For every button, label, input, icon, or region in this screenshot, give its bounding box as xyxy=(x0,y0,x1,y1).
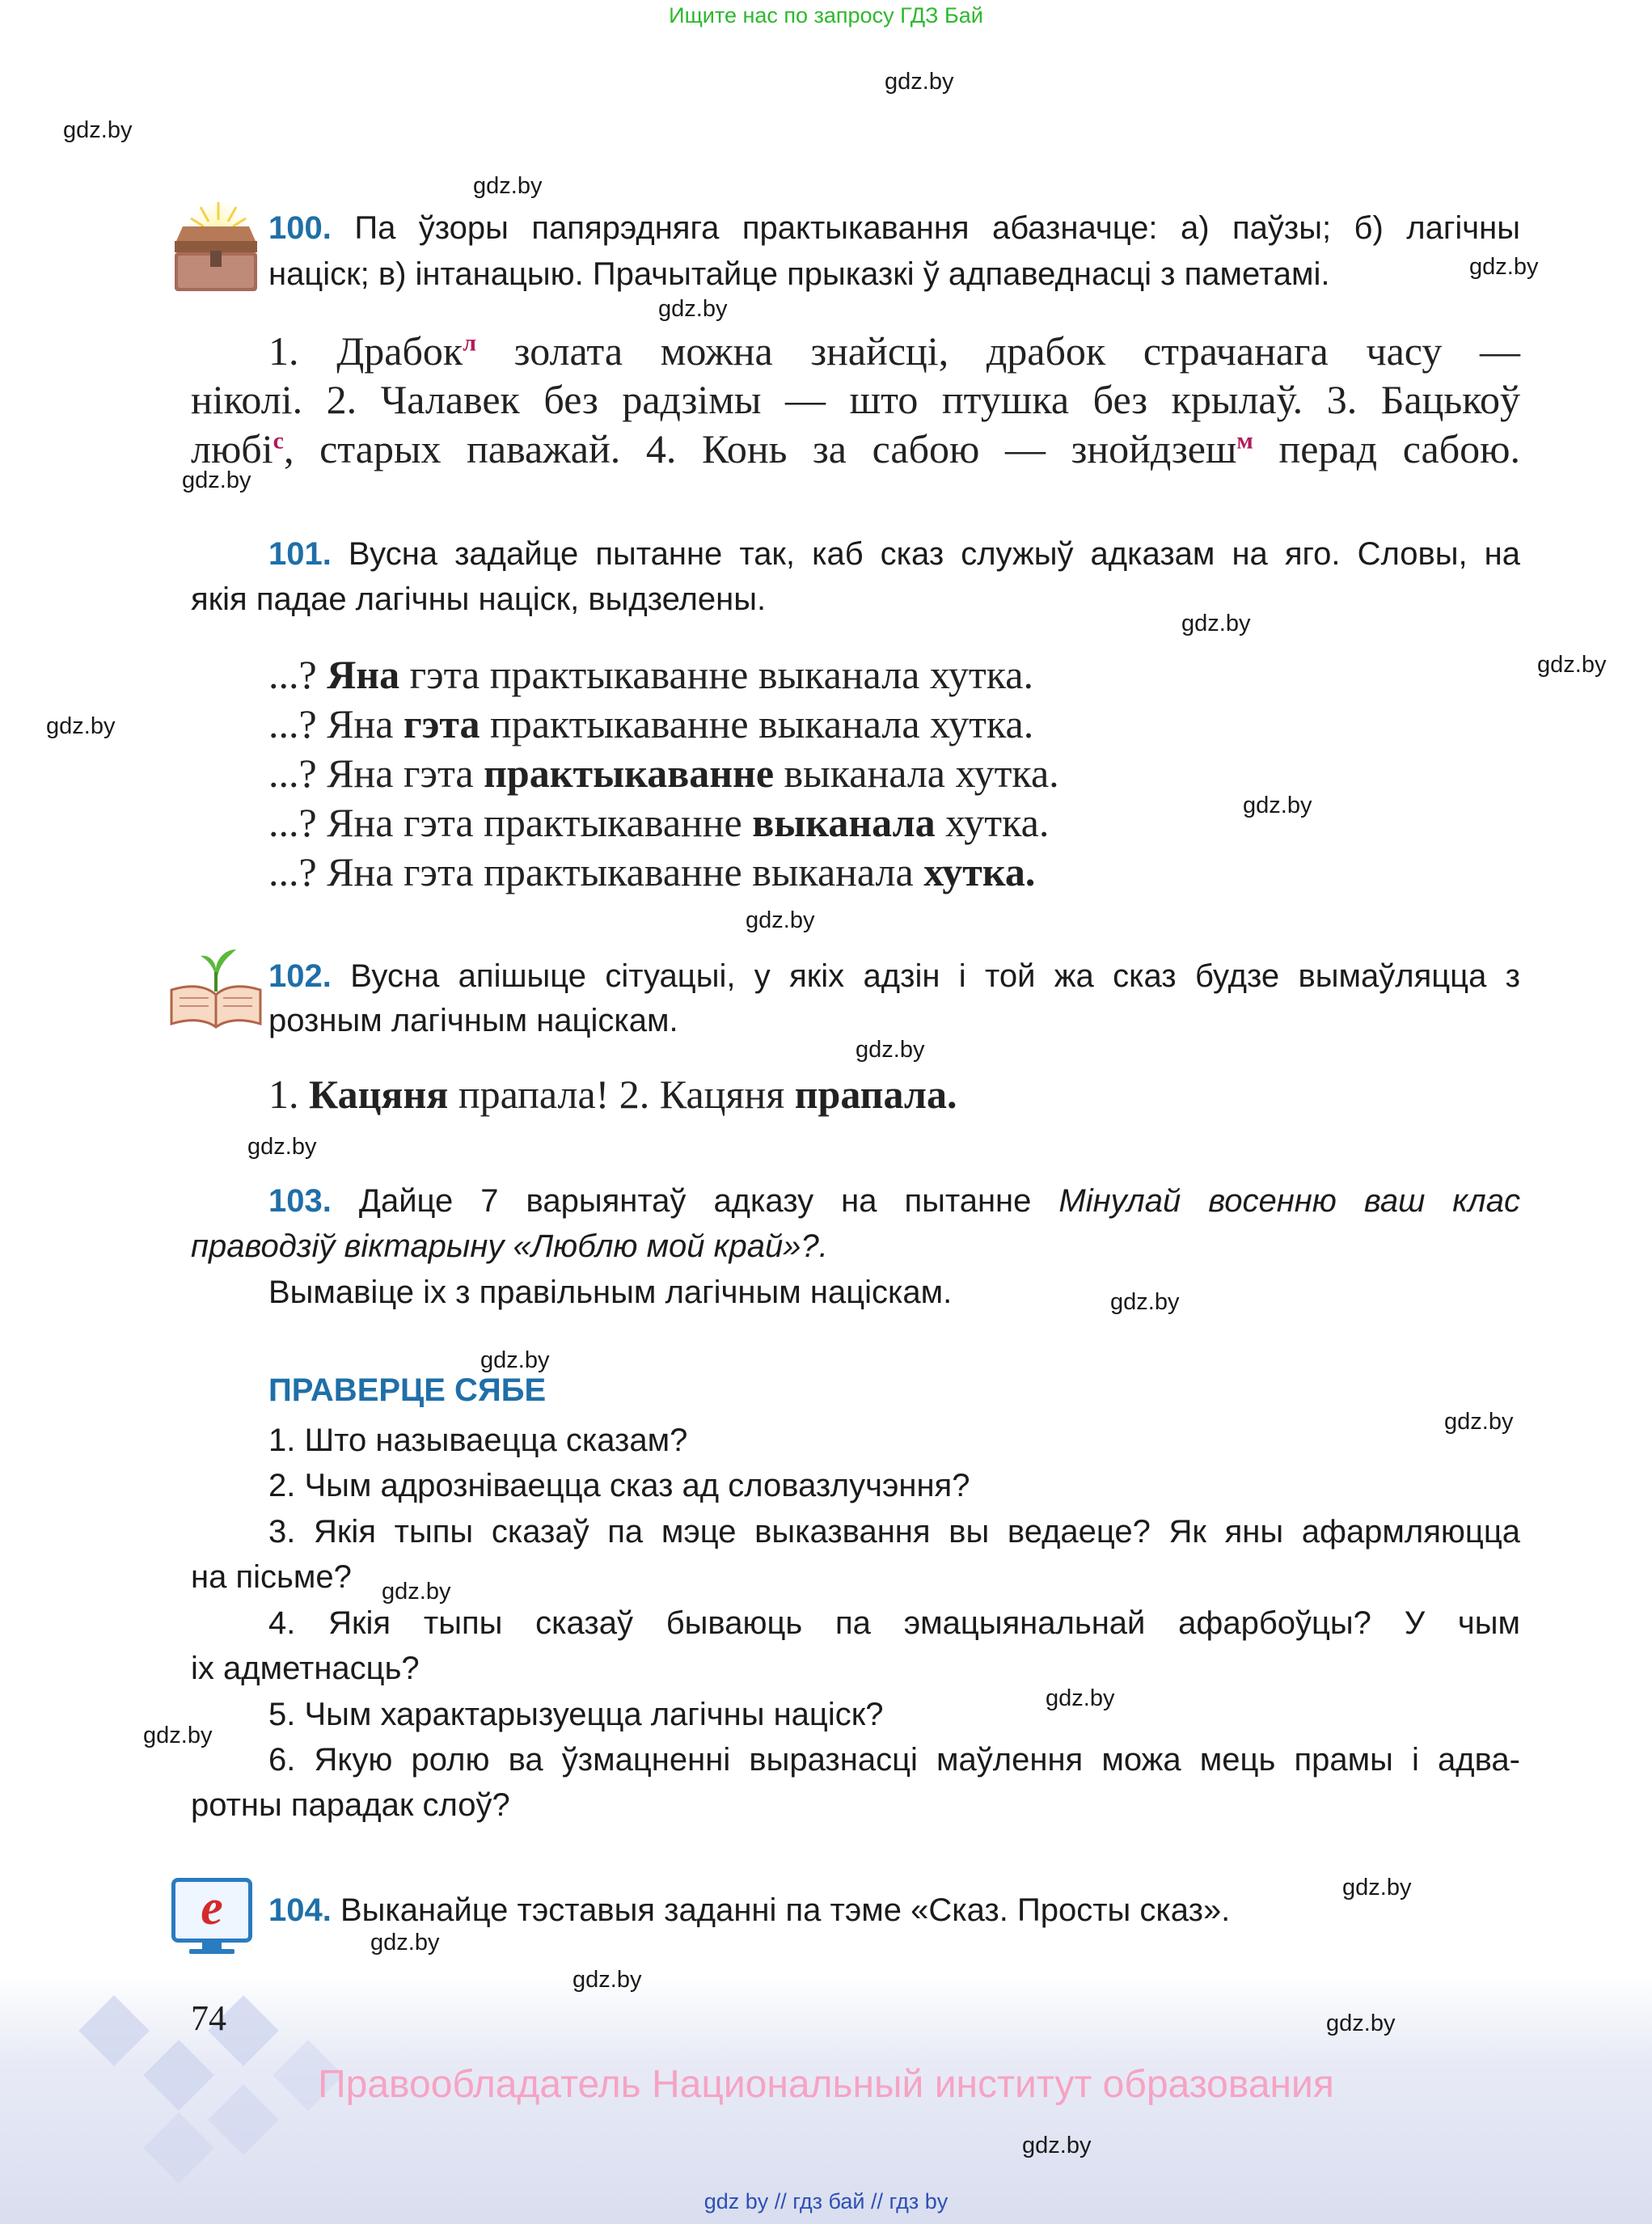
watermark: gdz.by xyxy=(746,907,815,933)
proverb-text: любі xyxy=(191,426,273,471)
diamond-shape xyxy=(143,2112,214,2184)
watermark: gdz.by xyxy=(46,713,116,739)
exercise-100-instruction-line1 xyxy=(268,205,1520,252)
e-learning-icon xyxy=(171,1878,252,1956)
instruction-text: Вусна апішыце сітуацыі, у якіх адзін і той жа сказ будзе вымаўляцца з xyxy=(350,958,1520,994)
proverb-text: 1. Драбок xyxy=(268,328,463,374)
mark-stress: с xyxy=(273,427,284,455)
mark-intonation: м xyxy=(1236,427,1253,455)
check-question-3: 3. Якія тыпы сказаў па мэце выказвання вы ведаеце? Як яны афармляюцца xyxy=(268,1514,1520,1550)
watermark: gdz.by xyxy=(382,1579,451,1605)
instruction-text: Выканайце тэставыя заданні па тэме «Сказ. Просты сказ». xyxy=(340,1892,1231,1928)
instruction-text: Па ўзоры папярэдняга практыкавання абазначце: а) паўзы; б) лагічны xyxy=(354,210,1520,246)
question-italic: Мінулай восенню ваш клас xyxy=(1058,1183,1520,1219)
exercise-101-instruction-line2: якія падае лагічны націск, выдзелены. xyxy=(191,581,767,617)
watermark: gdz.by xyxy=(885,69,954,95)
check-question-3-cont: на пісьме? xyxy=(191,1559,352,1595)
question-row: ...? Яна гэта практыкаванне выканала хутка. xyxy=(268,652,1033,697)
proverb-text: золата можна знайсці, драбок страчанага часу — xyxy=(476,328,1521,374)
mark-pause: л xyxy=(463,329,477,357)
exercise-103-instruction-line3: Вымавіце іх з правільным лагічным націскам. xyxy=(268,1275,953,1310)
book-sprout-icon xyxy=(168,945,264,1029)
exercise-102-instruction-line1 xyxy=(268,953,1520,1000)
page-number: 74 xyxy=(191,1998,226,2038)
exercise-number: 102. xyxy=(268,958,332,994)
watermark: gdz.by xyxy=(370,1930,440,1956)
watermark: gdz.by xyxy=(1110,1289,1180,1315)
e-letter: e xyxy=(201,1880,223,1935)
diamond-shape xyxy=(78,1995,150,2066)
question-row: ...? Яна гэта практыкаванне выканала хутка. xyxy=(268,750,1059,796)
question-list xyxy=(268,650,1059,897)
exercise-103-instruction-line1 xyxy=(268,1178,1520,1224)
treasure-chest-icon xyxy=(168,202,264,298)
watermark: gdz.by xyxy=(473,173,543,199)
top-banner[interactable]: Ищите нас по запросу ГДЗ Бай xyxy=(669,3,983,27)
exercise-100-instruction-line2: націск; в) інтанацыю. Прачытайце прыказкі ў адпаведнасці з паметамі. xyxy=(268,256,1330,292)
check-question-6: 6. Якую ролю ва ўзмацненні выразнасці маўлення можа мець прамы і адва- xyxy=(268,1742,1520,1778)
exercise-101-instruction-line1 xyxy=(268,531,1520,577)
proverb-line1 xyxy=(268,327,1520,376)
proverb-text: , старых паважай. 4. Конь за сабою — знойдзеш xyxy=(283,426,1237,471)
check-question-2: 2. Чым адрозніваецца сказ ад словазлучэння? xyxy=(268,1468,970,1503)
exercise-number: 104. xyxy=(268,1892,332,1928)
check-question-6-cont: ротны парадак слоў? xyxy=(191,1787,510,1823)
watermark: gdz.by xyxy=(572,1967,642,1993)
exercise-number: 101. xyxy=(268,536,332,572)
proverb-line3 xyxy=(191,425,1520,474)
watermark: gdz.by xyxy=(143,1723,213,1748)
check-question-4: 4. Якія тыпы сказаў бываюць па эмацыянальнай афарбоўцы? У чым xyxy=(268,1605,1520,1641)
check-question-1: 1. Што называецца сказам? xyxy=(268,1423,688,1458)
question-row: ...? Яна гэта практыкаванне выканала хутка. xyxy=(268,800,1050,845)
watermark: gdz.by xyxy=(247,1134,317,1160)
exercise-number: 100. xyxy=(268,210,332,246)
watermark: gdz.by xyxy=(658,296,728,322)
watermark: gdz.by xyxy=(63,117,133,143)
instruction-text: Вусна задайце пытанне так, каб сказ служыў адказам на яго. Словы, на xyxy=(348,536,1520,572)
watermark: gdz.by xyxy=(1537,652,1607,678)
watermark: gdz.by xyxy=(856,1037,925,1063)
exercise-104 xyxy=(268,1888,1230,1934)
exercise-number: 103. xyxy=(268,1183,332,1219)
copyright-notice: Правообладатель Национальный институт образования xyxy=(318,2063,1334,2106)
footer-links[interactable]: gdz by // гдз бай // гдз by xyxy=(703,2189,949,2213)
instruction-text: Дайце 7 варыянтаў адказу на пытанне xyxy=(358,1183,1059,1219)
proverb-line2 xyxy=(191,375,1520,425)
proverb-text: перад сабою. xyxy=(1253,426,1520,471)
check-question-5: 5. Чым характарызуецца лагічны націск? xyxy=(268,1697,884,1732)
watermark: gdz.by xyxy=(182,467,251,493)
question-row: ...? Яна гэта практыкаванне выканала хутка. xyxy=(268,701,1034,746)
watermark: gdz.by xyxy=(1181,611,1251,636)
question-row: ...? Яна гэта практыкаванне выканала хутка. xyxy=(268,849,1036,894)
watermark: gdz.by xyxy=(1022,2133,1092,2158)
watermark: gdz.by xyxy=(1326,2010,1396,2036)
watermark: gdz.by xyxy=(1469,254,1539,280)
exercise-103-question-line2: праводзіў віктарыну «Люблю мой край»?. xyxy=(191,1228,828,1264)
watermark: gdz.by xyxy=(1342,1875,1412,1901)
example-sentences: 1. Кацяня прапала! 2. Кацяня прапала. xyxy=(268,1072,957,1117)
watermark: gdz.by xyxy=(1046,1685,1115,1711)
check-question-4-cont: іх адметнасць? xyxy=(191,1651,420,1686)
watermark: gdz.by xyxy=(1243,793,1312,818)
exercise-102-instruction-line2: розным лагічным націскам. xyxy=(268,1003,678,1038)
section-title: ПРАВЕРЦЕ СЯБЕ xyxy=(268,1372,547,1408)
watermark: gdz.by xyxy=(480,1347,550,1373)
proverb-text: ніколі. 2. Чалавек без радзімы — што птушка без крылаў. 3. Бацькоў xyxy=(191,377,1520,422)
watermark: gdz.by xyxy=(1444,1409,1514,1435)
